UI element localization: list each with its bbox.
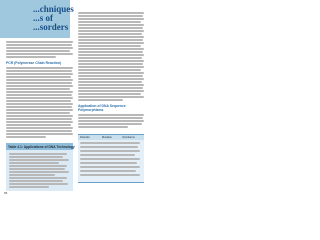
body-text-line <box>78 126 128 128</box>
body-text-line <box>78 60 144 62</box>
body-text-line <box>6 85 73 87</box>
body-text-line <box>78 12 144 14</box>
table-row <box>80 166 140 168</box>
body-text-line <box>78 42 144 44</box>
body-text-line <box>6 44 72 46</box>
body-text-line <box>78 117 143 119</box>
body-text-line <box>78 114 144 116</box>
table-row <box>9 153 67 155</box>
table-row <box>9 174 55 176</box>
body-text-line <box>6 67 73 69</box>
body-text-line <box>6 76 71 78</box>
body-text-line <box>6 88 70 90</box>
table-row <box>80 174 140 176</box>
table-row <box>9 162 59 164</box>
textbook-page <box>0 0 149 198</box>
table-caption: Table 4.1: Applications of DNA Technology <box>8 144 75 149</box>
body-text-line <box>78 78 144 80</box>
body-text-line <box>78 51 143 53</box>
body-text-line <box>6 100 71 102</box>
body-text-line <box>78 120 144 122</box>
table-row <box>80 154 135 156</box>
body-text-line <box>6 136 46 138</box>
body-text-line <box>6 133 73 135</box>
body-text-line <box>78 57 142 59</box>
body-text-line <box>6 73 73 75</box>
table-row <box>9 171 69 173</box>
body-text-line <box>78 75 143 77</box>
body-text-line <box>78 90 144 92</box>
body-text-line <box>78 45 141 47</box>
chapter-title-line: ...chniques <box>33 4 74 14</box>
body-text-line <box>78 93 141 95</box>
body-text-line <box>78 18 144 20</box>
section-heading-application-2: Polymorphisms <box>78 108 104 112</box>
body-text-line <box>78 39 143 41</box>
body-text-line <box>78 15 143 17</box>
body-text-line <box>6 53 73 55</box>
body-text-line <box>78 48 144 50</box>
body-text-line <box>78 123 142 125</box>
body-text-line <box>78 33 142 35</box>
table-row <box>80 142 140 144</box>
body-text-line <box>78 27 143 29</box>
body-text-line <box>78 36 144 38</box>
table-row <box>9 186 49 188</box>
body-text-line <box>6 103 73 105</box>
body-text-line <box>6 112 70 114</box>
table-row <box>9 165 67 167</box>
body-text-line <box>78 87 143 89</box>
table-row <box>9 159 69 161</box>
body-text-line <box>6 118 72 120</box>
table-row <box>80 170 136 172</box>
body-text-line <box>78 84 144 86</box>
body-text-line <box>6 70 72 72</box>
table-row <box>80 158 140 160</box>
body-text-line <box>6 121 73 123</box>
table-row <box>9 177 67 179</box>
section-heading-pcr: PCR (Polymerase Chain Reaction) <box>6 61 62 65</box>
body-text-line <box>6 79 73 81</box>
table-column-header: Mutation <box>102 135 112 139</box>
body-text-line <box>78 30 144 32</box>
table-column-header: Disorder <box>80 135 90 139</box>
chapter-title-line: ...s of <box>33 13 53 23</box>
section-heading-application: Application of DNA Sequence <box>78 104 126 108</box>
body-text-line <box>78 54 144 56</box>
body-text-line <box>6 82 72 84</box>
table-row <box>80 162 137 164</box>
table-row <box>9 168 65 170</box>
body-text-line <box>6 47 73 49</box>
body-text-line <box>6 41 73 43</box>
body-text-line <box>78 21 141 23</box>
table-row <box>80 150 140 152</box>
body-text-line <box>6 106 72 108</box>
table-column-header: Inheritance <box>122 135 135 139</box>
body-text-line <box>78 63 143 65</box>
body-text-line <box>78 81 142 83</box>
body-text-line <box>6 97 73 99</box>
body-text-line <box>78 72 144 74</box>
body-text-line <box>78 96 144 98</box>
body-text-line <box>6 115 73 117</box>
table-row <box>9 180 63 182</box>
page-number: 88 <box>4 191 8 195</box>
body-text-line <box>78 24 144 26</box>
body-text-line <box>6 56 56 58</box>
table-row <box>9 156 63 158</box>
body-text-line <box>78 69 141 71</box>
body-text-line <box>6 50 70 52</box>
body-text-line <box>6 127 73 129</box>
body-text-line <box>6 109 73 111</box>
body-text-line <box>78 99 123 101</box>
body-text-line <box>6 94 72 96</box>
table-row <box>9 183 68 185</box>
body-text-line <box>6 130 72 132</box>
body-text-line <box>6 91 73 93</box>
table-row <box>80 146 138 148</box>
chapter-title-line: ...sorders <box>33 22 69 32</box>
body-text-line <box>6 124 71 126</box>
body-text-line <box>78 66 144 68</box>
